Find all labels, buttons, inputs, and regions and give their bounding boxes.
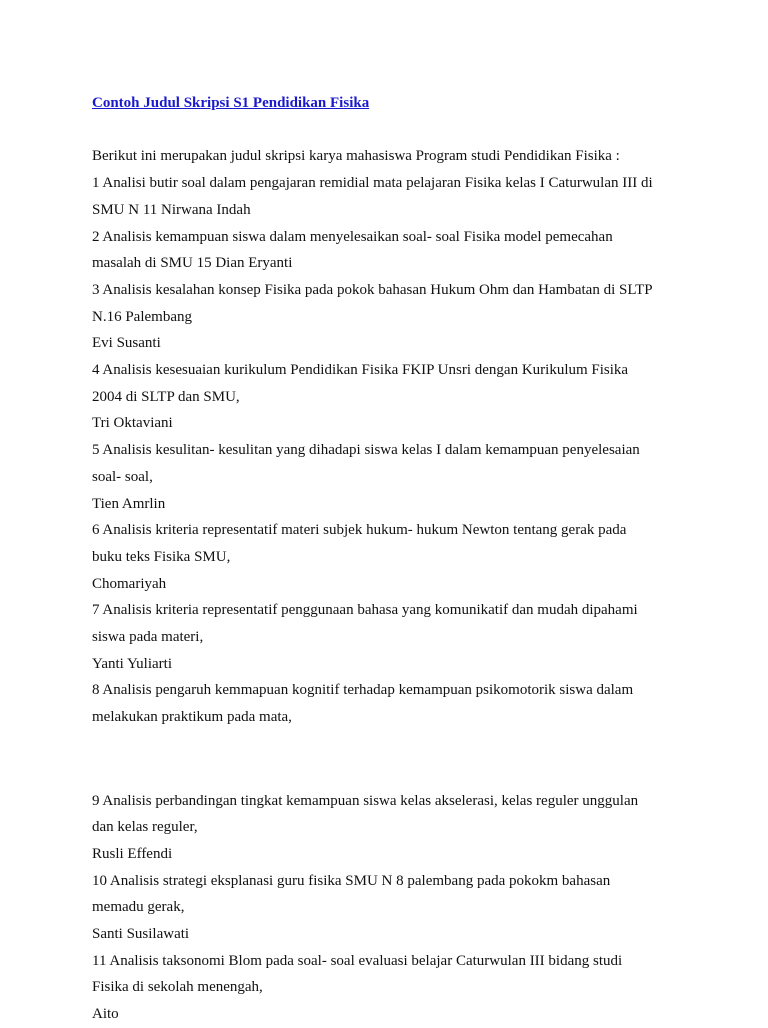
document-title-link[interactable]: Contoh Judul Skripsi S1 Pendidikan Fisika [92, 95, 370, 111]
text-line: 4 Analisis kesesuaian kurikulum Pendidikan Fisika FKIP Unsri dengan Kurikulum Fisika [92, 362, 629, 379]
text-line: Evi Susanti [92, 335, 161, 352]
text-line: 1 Analisi butir soal dalam pengajaran remidial mata pelajaran Fisika kelas I Caturwulan III di [92, 175, 653, 192]
text-line: 10 Analisis strategi eksplanasi guru fisika SMU N 8 palembang pada pokokm bahasan [92, 872, 611, 889]
text-line: 8 Analisis pengaruh kemmapuan kognitif terhadap kemampuan psikomotorik siswa dalam [92, 682, 634, 699]
document-body [92, 143, 692, 1027]
text-line: 9 Analisis perbandingan tingkat kemampuan siswa kelas akselerasi, kelas reguler unggulan [92, 792, 639, 809]
text-line: 6 Analisis kriteria representatif materi subjek hukum- hukum Newton tentang gerak pada [92, 522, 627, 539]
text-line: buku teks Fisika SMU, [92, 548, 231, 565]
text-line: masalah di SMU 15 Dian Eryanti [92, 255, 293, 272]
document-page [92, 90, 692, 1028]
text-line: siswa pada materi, [92, 629, 204, 646]
text-line: Chomariyah [92, 575, 167, 592]
text-line: SMU N 11 Nirwana Indah [92, 201, 251, 218]
text-line: Berikut ini merupakan judul skripsi karya mahasiswa Program studi Pendidikan Fisika : [92, 148, 620, 165]
text-line: 7 Analisis kriteria representatif penggunaan bahasa yang komunikatif dan mudah dipahami [92, 602, 638, 619]
text-line: Aito [92, 1006, 119, 1023]
text-line: Santi Susilawati [92, 926, 190, 943]
title-spacer [92, 117, 692, 144]
text-line: memadu gerak, [92, 899, 185, 916]
text-line: dan kelas reguler, [92, 819, 198, 836]
text-line: Tien Amrlin [92, 495, 166, 512]
text-line: melakukan praktikum pada mata, [92, 709, 292, 726]
text-line: 3 Analisis kesalahan konsep Fisika pada pokok bahasan Hukum Ohm dan Hambatan di SLTP [92, 281, 653, 298]
blank-line [92, 746, 692, 773]
text-line: Fisika di sekolah menengah, [92, 979, 263, 996]
text-line: 5 Analisis kesulitan- kesulitan yang dihadapi siswa kelas I dalam kemampuan penyelesaian [92, 442, 640, 459]
text-line: Rusli Effendi [92, 845, 173, 862]
text-line: 11 Analisis taksonomi Blom pada soal- soal evaluasi belajar Caturwulan III bidang studi [92, 952, 623, 969]
text-line: Yanti Yuliarti [92, 655, 173, 672]
text-line: 2 Analisis kemampuan siswa dalam menyelesaikan soal- soal Fisika model pemecahan [92, 228, 613, 245]
text-line: soal- soal, [92, 468, 153, 485]
text-line: Tri Oktaviani [92, 415, 173, 432]
text-line: N.16 Palembang [92, 308, 192, 325]
text-line: 2004 di SLTP dan SMU, [92, 388, 240, 405]
